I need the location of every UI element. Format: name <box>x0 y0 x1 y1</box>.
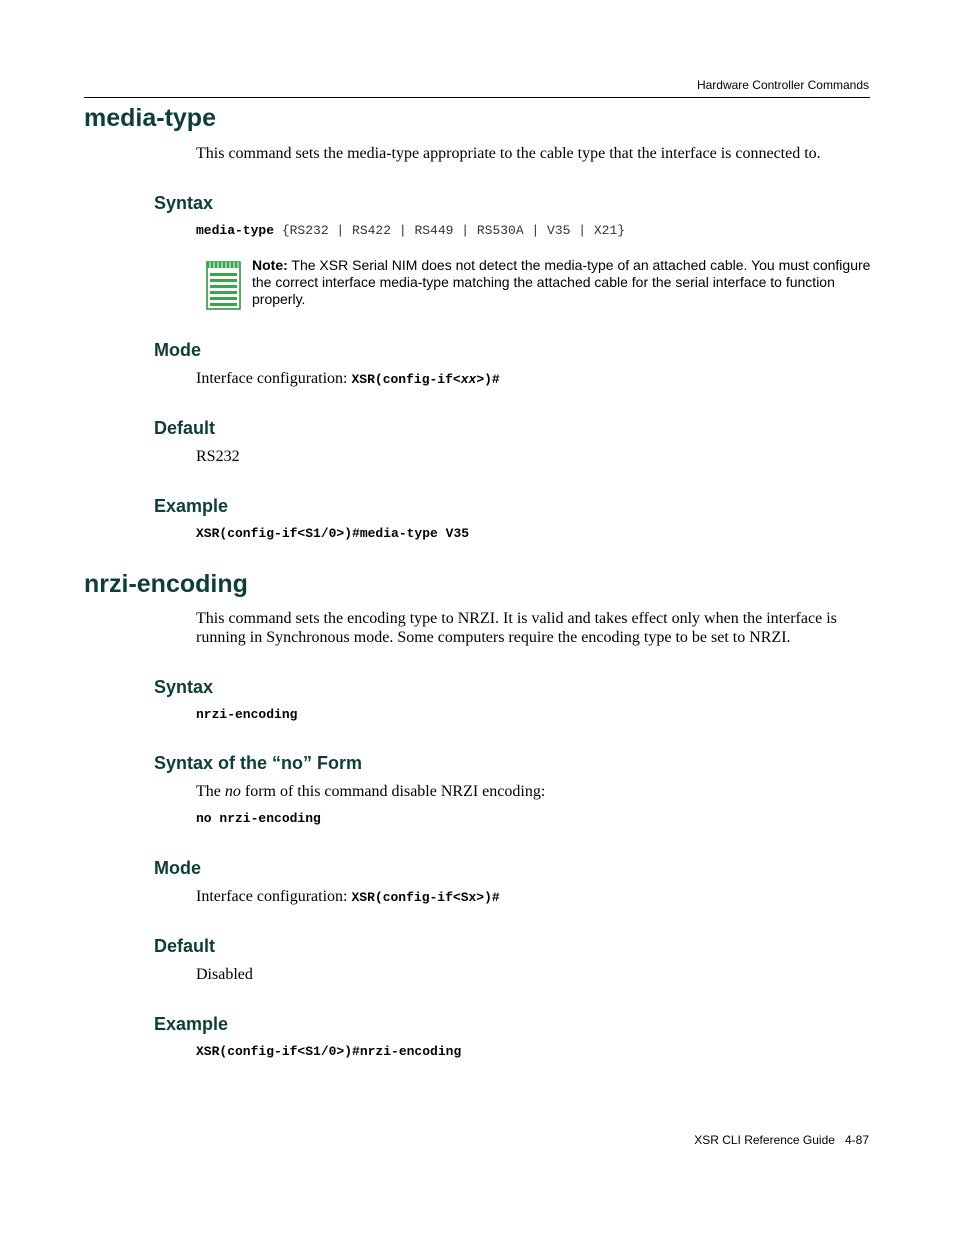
footer-page-number: 4-87 <box>844 1133 869 1147</box>
mode-label: Interface configuration: <box>196 370 352 387</box>
mode-prompt-prefix: XSR(config-if< <box>351 372 461 387</box>
mode-prompt: XSR(config-if<Sx>)# <box>351 890 500 905</box>
nrzi-syntax: nrzi-encoding <box>196 707 298 722</box>
media-type-syntax <box>196 223 625 238</box>
nrzi-syntax-heading: Syntax <box>154 677 214 697</box>
no-form-keyword: no <box>224 783 241 800</box>
syntax-arguments: {RS232 | RS422 | RS449 | RS530A | V35 | X21} <box>274 223 626 238</box>
mode-prompt <box>351 372 499 387</box>
nrzi-no-form-command: no nrzi-encoding <box>196 811 321 826</box>
running-header: Hardware Controller Commands <box>696 78 869 92</box>
nrzi-no-form-heading: Syntax of the “no” Form <box>154 753 363 773</box>
media-type-default-heading: Default <box>154 418 216 438</box>
nrzi-example-code: XSR(config-if<S1/0>)#nrzi-encoding <box>196 1044 462 1059</box>
mode-prompt-suffix: >)# <box>476 372 500 387</box>
section-title-media-type: media-type <box>84 104 216 132</box>
no-form-text-end: form of this command disable NRZI encoding: <box>240 783 546 800</box>
nrzi-example-heading: Example <box>154 1014 229 1034</box>
media-type-mode-heading: Mode <box>154 340 201 360</box>
header-rule <box>84 97 870 98</box>
media-type-description: This command sets the media-type appropriate to the cable type that the interface is connected to. <box>196 145 821 162</box>
media-type-example-heading: Example <box>154 496 229 516</box>
section-title-nrzi-encoding: nrzi-encoding <box>84 570 248 598</box>
no-form-text-start: The <box>196 783 225 800</box>
note-pad-icon <box>205 259 243 311</box>
nrzi-description: This command sets the encoding type to NRZI. It is valid and takes effect only when the interface is running in Synchronous mode. Some computers require the encoding type to be set to NRZI. <box>196 610 837 646</box>
nrzi-mode-text <box>196 887 870 907</box>
media-type-default-value: RS232 <box>196 448 240 465</box>
media-type-example-code: XSR(config-if<S1/0>)#media-type V35 <box>196 526 470 541</box>
note-body: The XSR Serial NIM does not detect the media-type of an attached cable. You must configure the correct interface media-type matching the attached cable for the serial interface to function properly. <box>252 257 871 307</box>
note-label: Note: <box>252 257 288 273</box>
page-footer <box>694 1133 869 1147</box>
footer-guide-title: XSR CLI Reference Guide <box>694 1133 835 1147</box>
nrzi-mode-heading: Mode <box>154 858 201 878</box>
mode-prompt-variable: xx <box>460 372 477 387</box>
note-text <box>252 257 872 308</box>
syntax-command: media-type <box>196 223 275 238</box>
nrzi-default-heading: Default <box>154 936 216 956</box>
nrzi-no-form-text <box>196 782 870 801</box>
nrzi-default-value: Disabled <box>196 966 253 983</box>
mode-label: Interface configuration: <box>196 888 352 905</box>
media-type-syntax-heading: Syntax <box>154 193 214 213</box>
media-type-mode-text <box>196 369 870 389</box>
